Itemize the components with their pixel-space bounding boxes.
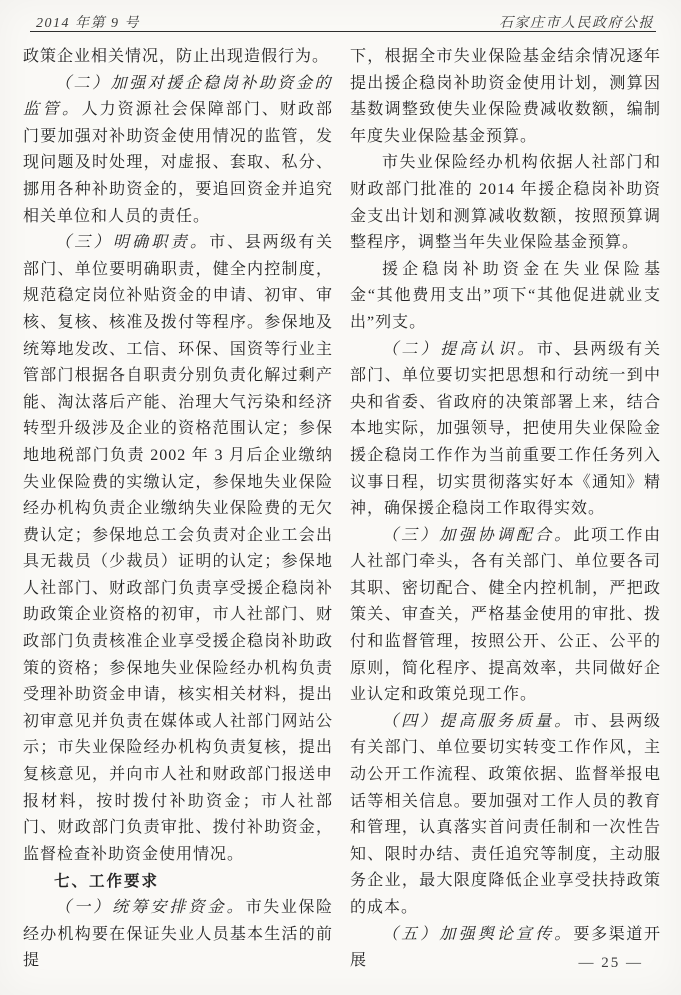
paragraph-expense-item: 援企稳岗补助资金在失业保险基金“其他费用支出”项下“其他促进就业支出”列支。 — [350, 260, 661, 331]
item-lead: （三）明确职责。 — [55, 234, 210, 252]
item-text: 市、县两级有关部门、单位要明确职责，健全内控制度，规范稳定岗位补贴资金的申请、初审、审核、复核、核准及拨付等程序。参保地及统筹地发改、工信、环保、国资等行业主管部门根据各自职责分别负责化解过剩产能、淘汰落后产能、治理大气污染和经济转型升级涉及企业的资格范围认定；参保地地税部门负责 2002 年 3 月后企业缴纳失业保险费的实缴认定，参保地失业保险经办机构负责企业缴纳失业保险费的无欠费认定；参保地总工会负责对企业工会出具无裁员（少裁员）证明的认定；参保地人社部门、财政部门负责享受援企稳岗补助政策企业资格的初审，市人社部门、财政部门负责核准企业享受援企稳岗补助政策的资格；参保地失业保险经办机构负责受理补助资金申请，核实相关材料，提出初审意见并负责在媒体或人社部门网站公示；市失业保险经办机构负责复核，提出复核意见，并向市人社和财政部门报送申报材料，按时拨付补助资金；市人社部门、财政部门负责审批、拨付补助资金，监督检查补助资金使用情况。 — [23, 234, 333, 863]
section-heading-7: 七、工作要求 — [54, 872, 160, 891]
item-lead: （四）提高服务质量。 — [382, 712, 574, 730]
paragraph-item-3 — [23, 230, 333, 868]
item-lead: （二）提高认识。 — [382, 340, 537, 358]
paragraph-item-2 — [23, 71, 333, 231]
paragraph-item-3 — [350, 523, 661, 709]
item-lead: （一）统筹安排资金。 — [55, 899, 246, 916]
paragraph-item-4 — [350, 709, 661, 922]
header-divider — [30, 31, 656, 32]
item-text: 市、县两级有关部门、单位要切实把思想和行动统一到中央和省委、省政府的决策部署上来，结合本地实际，加强领导，把使用失业保险金援企稳岗工作作为当前重要工作任务列入议事日程，切实贯彻落实好本《通知》精神，确保援企稳岗工作取得实效。 — [350, 340, 661, 518]
paragraph-item-2 — [350, 337, 661, 523]
item-text: 要多渠道开展 — [350, 925, 661, 970]
item-lead: （五）加强舆论宣传。 — [382, 925, 574, 943]
left-column — [23, 44, 333, 975]
page-header — [36, 12, 654, 32]
header-publication-title: 石家庄市人民政府公报 — [499, 16, 654, 31]
right-column — [350, 44, 661, 975]
item-lead: （三）加强协调配合。 — [382, 526, 574, 544]
item-lead: （二）加强对援企稳岗补助资金的监管。 — [23, 74, 333, 119]
paragraph-continuation: 下，根据全市失业保险基金结余情况逐年提出援企稳岗补助资金使用计划，测算因基数调整致使失业保险费减收数额，编制年度失业保险基金预算。 — [350, 48, 661, 145]
item-text: 此项工作由人社部门牵头，各有关部门、单位要各司其职、密切配合、健全内控机制，严把政策关、审查关，严格基金使用的审批、拨付和监督管理，按照公开、公正、公平的原则，简化程序、提高效率，共同做好企业认定和政策兑现工作。 — [350, 526, 661, 704]
paragraph-budget: 市失业保险经办机构依据人社部门和财政部门批准的 2014 年援企稳岗补助资金支出计划和测算减收数额，按照预算调整程序，调整当年失业保险基金预算。 — [350, 154, 661, 252]
item-text: 市、县两级有关部门、单位要切实转变工作作风，主动公开工作流程、政策依据、监督举报电话等相关信息。要加强对工作人员的教育和管理，认真落实首问责任制和一次性告知、限时办结、责任追究等制度，主动服务企业，最大限度降低企业享受扶持政策的成本。 — [350, 712, 661, 916]
item-text: 人力资源社会保障部门、财政部门要加强对补助资金使用情况的监管，发现问题及时处理，对虚报、套取、私分、挪用各种补助资金的，要追回资金并追究相关单位和人员的责任。 — [23, 101, 333, 225]
item-text: 市失业保险经办机构要在保证失业人员基本生活的前提 — [23, 899, 333, 970]
header-issue-number: 2014 年第 9 号 — [36, 16, 140, 31]
paragraph-continuation: 政策企业相关情况，防止出现造假行为。 — [23, 48, 330, 65]
paragraph-item-1 — [23, 895, 333, 975]
page-number: — 25 — — [578, 955, 643, 971]
